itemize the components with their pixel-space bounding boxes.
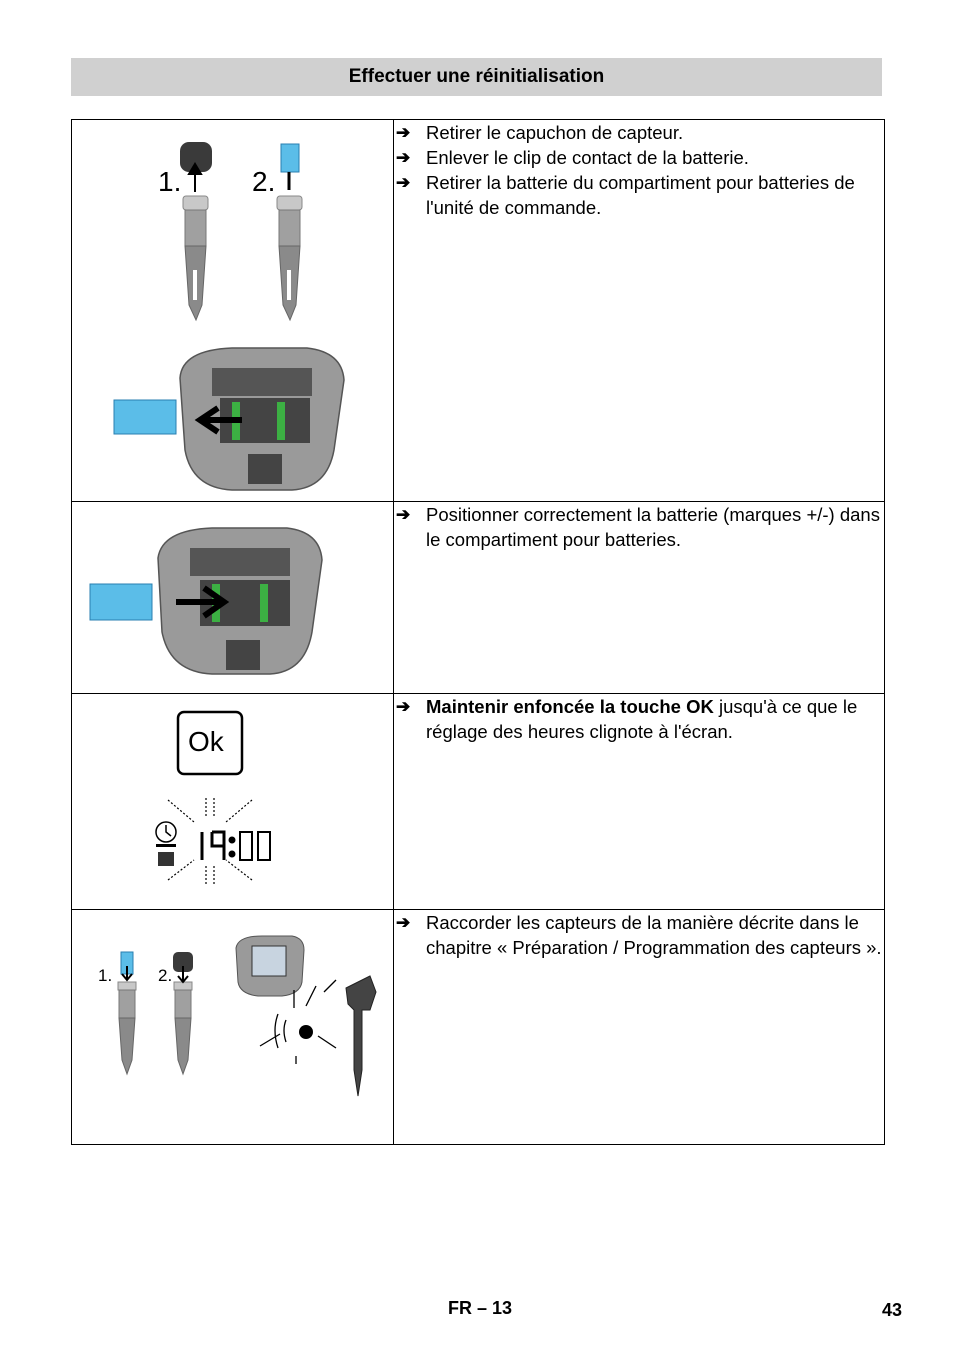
battery-icon — [90, 584, 152, 620]
step-label-1: 1. — [158, 166, 182, 197]
arrow-right-icon: ➔ — [396, 123, 411, 142]
sensor-connection-illustration — [72, 910, 393, 1145]
instruction-table — [71, 119, 885, 1145]
signal-icon — [299, 1025, 313, 1039]
sensor-battery-removal-illustration — [72, 120, 393, 502]
arrow-right-icon: ➔ — [396, 505, 411, 524]
step-figure — [72, 502, 394, 694]
step-row — [72, 120, 885, 502]
sensor-with-clip-icon — [277, 144, 302, 320]
step-label-2: 2. — [158, 966, 173, 985]
arrow-right-icon: ➔ — [396, 697, 411, 716]
step-figure — [72, 694, 394, 910]
watering-can-icon — [156, 844, 176, 866]
arrow-right-icon: ➔ — [396, 913, 411, 932]
step-row — [72, 910, 885, 1145]
battery-icon — [114, 400, 176, 434]
battery-insertion-illustration — [72, 502, 393, 694]
clock-icon — [156, 822, 176, 842]
step-row — [72, 694, 885, 910]
step-text: ➔ Maintenir enfoncée la touche OK jusqu'à ce que le réglage des heures clignote à l'écran. — [394, 694, 885, 910]
page-number: 43 — [882, 1300, 903, 1320]
time-display — [202, 832, 270, 860]
ok-key-label: Ok — [188, 726, 224, 757]
step-row — [72, 502, 885, 694]
arrow-right-icon: ➔ — [396, 173, 411, 192]
ok-key-display-illustration — [72, 694, 393, 910]
step-text: ➔ Retirer le capuchon de capteur. ➔ Enlever le clip de contact de la batterie. ➔ Retirer la batterie du compartiment pour batteries de l'unité de commande. — [394, 120, 885, 502]
section-title: Effectuer une réinitialisation — [71, 58, 882, 96]
step-label-2: 2. — [252, 166, 276, 197]
step-text: ➔ Positionner correctement la batterie (marques +/-) dans le compartiment pour batteries. — [394, 502, 885, 694]
step-label-1: 1. — [98, 966, 113, 985]
step-text: ➔ Raccorder les capteurs de la manière décrite dans le chapitre « Préparation / Programmation des capteurs ». — [394, 910, 885, 1145]
step-figure — [72, 120, 394, 502]
arrow-right-icon: ➔ — [396, 148, 411, 167]
control-unit-icon — [236, 936, 304, 996]
footer-section-label: FR – 13 — [448, 1298, 513, 1318]
sensor-icon — [346, 976, 376, 1096]
step-figure — [72, 910, 394, 1145]
